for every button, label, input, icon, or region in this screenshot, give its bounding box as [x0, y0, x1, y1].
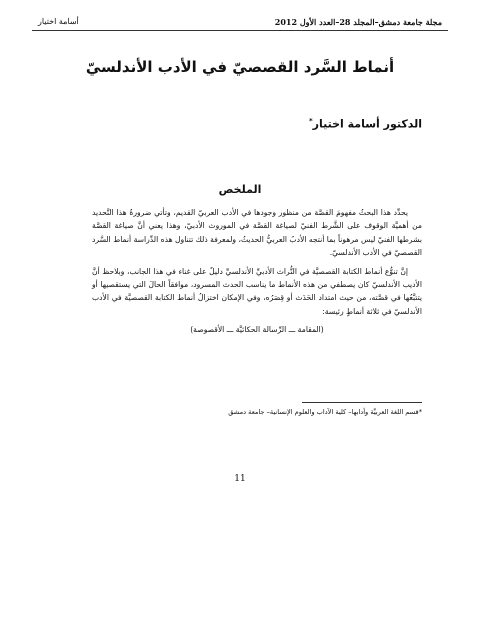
abstract-paragraph-1: يحدِّد هذا البحثُ مفهومَ القصَّة من منظور وجودها في الأدب العربيّ القديم، وتأتي ضرورةُ هذا التَّحديد من أهميَّة الوقوف على الشَّرط الفنيّ لصياغة القصَّة في الموروث الأدبيّ، وهذا يعني أنَّ صياغة القصَّة بشرطها الفنيّ ليس مرهوناً بما أنتجه الأدبُ العربيُّ الحديثُ، ولمعرفة ذلك تتناول هذه الدِّراسة أنماط السَّرد القصصيّ في الأدب الأندلسيّ.: [92, 208, 422, 258]
abstract-paragraph-2: إنَّ تنوُّع أنماط الكتابة القصصيَّة في التُّراث الأدبيِّ الأندلسيِّ دليلٌ على غناء في هذا الجانب، وبلاحظ أنَّ الأديب الأندلسيّ كان يصطفي من هذه الأنماط ما يناسب الحدث المسرود، موافقاً الحالَ التي يستقصيها أو يتتبَّعُها في قصَّته، من حيث امتداد الحَدَث أو قِصَرُه، وفي الإمكان اختزالُ أنماط الكتابة القصصيَّة في الأدب الأندلسيّ في ثلاثة أنماطٍ رئيسة:: [92, 266, 422, 316]
affiliation-footnote: *قسم اللغة العربيَّة وآدابها– كلية الآداب والعلوم الإنسانية– جامعة دمشق: [228, 408, 422, 416]
abstract-heading: الملخص: [218, 183, 262, 196]
abstract-body: [92, 206, 422, 342]
footnote-marker: *: [308, 117, 313, 125]
journal-citation: مجلة جامعة دمشق–المجلد 28–العدد الأول 2012: [274, 17, 442, 27]
author-byline: [309, 117, 422, 131]
page-number: 11: [234, 474, 246, 484]
running-header: [32, 14, 448, 31]
genre-list: (المقامة ـــ الرِّسالة الحكائيَّة ـــ الأقصوصة): [190, 325, 324, 335]
header-author: أسامة اختيار: [38, 17, 79, 26]
article-title: أنماط السَّرد القصصيّ في الأدب الأندلسيّ: [85, 58, 395, 76]
footnote-divider: [302, 402, 422, 403]
author-name: الدكتور أسامة اختيار: [312, 117, 422, 131]
